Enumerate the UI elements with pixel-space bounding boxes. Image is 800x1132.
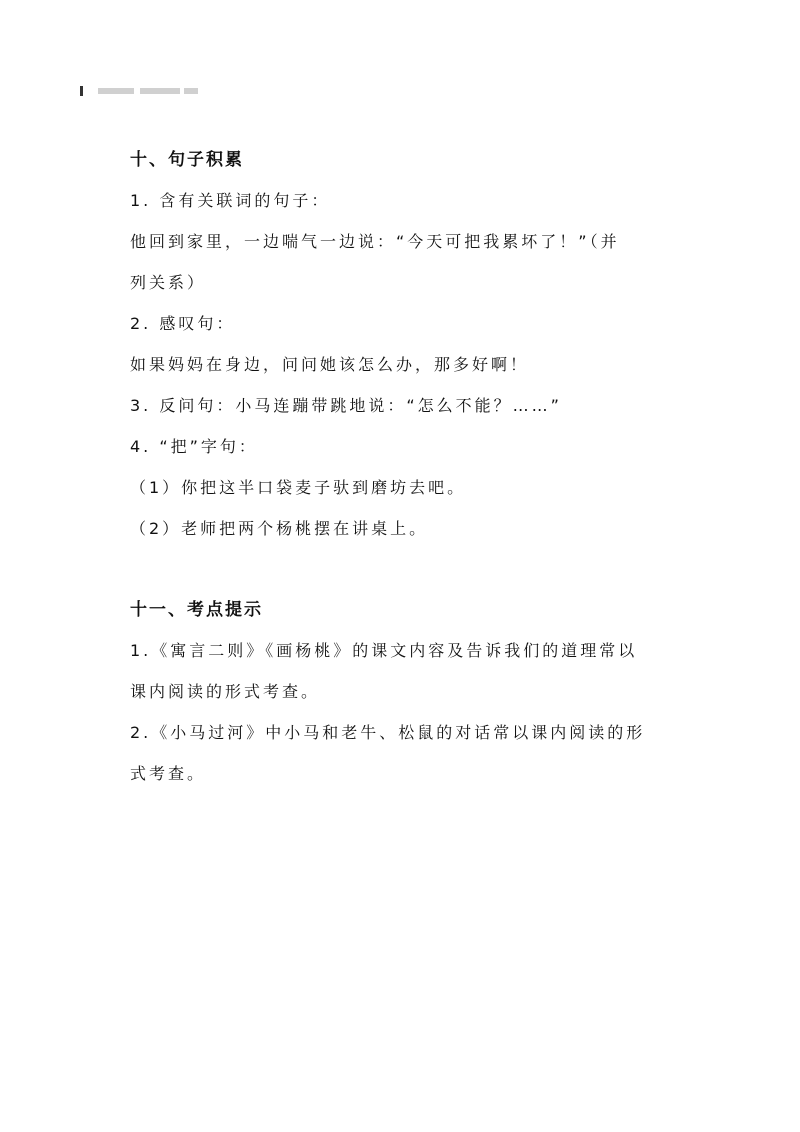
document-body [130, 140, 675, 794]
tip-line-continued: 式考查。 [130, 764, 207, 783]
header-watermark [80, 86, 200, 96]
section-heading-exam-tips: 十一、考点提示 [130, 600, 263, 620]
header-mark-bar [184, 88, 198, 94]
item-heading: 3. 反问句：小马连蹦带跳地说：“怎么不能？……” [130, 396, 562, 415]
tip-line: 2.《小马过河》中小马和老牛、松鼠的对话常以课内阅读的形 [130, 723, 646, 742]
item-heading: 4. “把”字句： [130, 437, 258, 456]
example-sentence-continued: 列关系） [130, 273, 207, 292]
example-sentence: （1）你把这半口袋麦子驮到磨坊去吧。 [130, 478, 467, 497]
section-gap [130, 549, 675, 590]
example-sentence: 他回到家里，一边喘气一边说：“今天可把我累坏了！”（并 [130, 232, 620, 251]
item-heading: 1. 含有关联词的句子： [130, 191, 331, 210]
header-mark-tick [80, 86, 83, 96]
tip-line-continued: 课内阅读的形式考查。 [130, 682, 321, 701]
tip-line: 1.《寓言二则》《画杨桃》的课文内容及告诉我们的道理常以 [130, 641, 638, 660]
header-mark-bar [98, 88, 134, 94]
example-sentence: （2）老师把两个杨桃摆在讲桌上。 [130, 519, 429, 538]
header-mark-bar [140, 88, 180, 94]
example-sentence: 如果妈妈在身边，问问她该怎么办，那多好啊！ [130, 355, 530, 374]
item-heading: 2. 感叹句： [130, 314, 236, 333]
section-heading-sentence-accumulation: 十、句子积累 [130, 150, 244, 170]
